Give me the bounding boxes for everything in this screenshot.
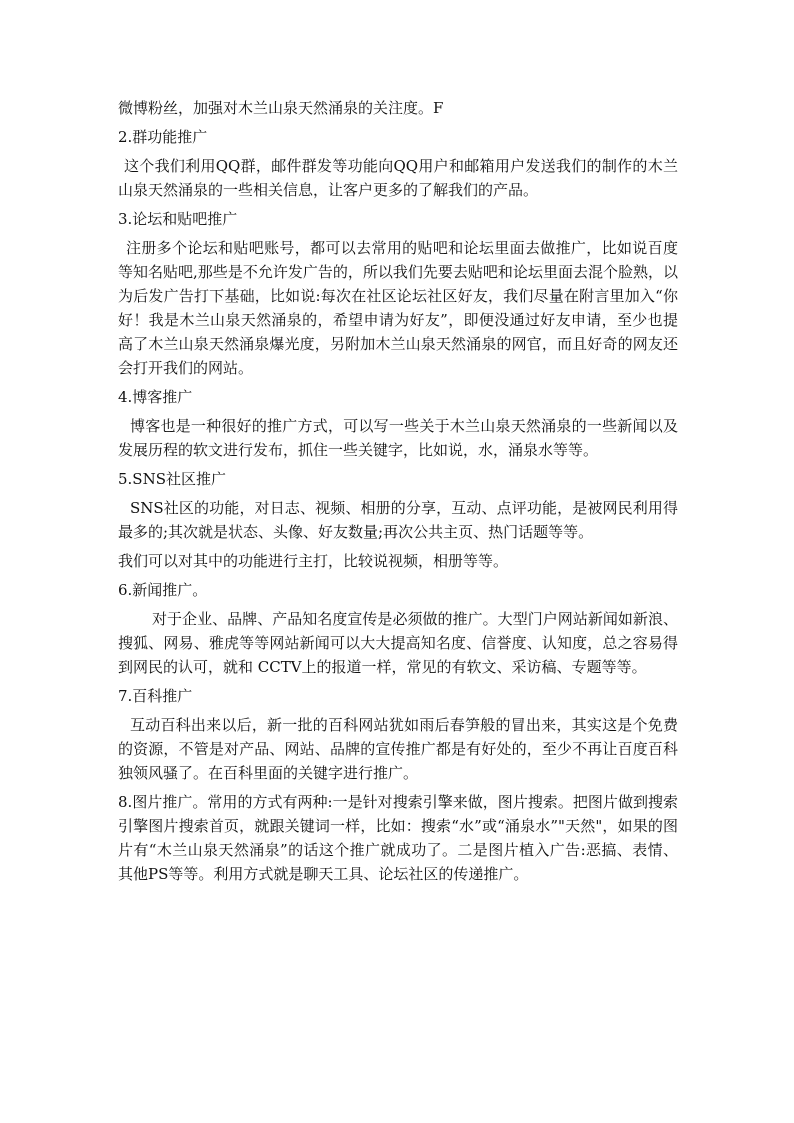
document-page xyxy=(118,96,678,886)
heading-blog-promotion: 4.博客推广 xyxy=(118,388,193,406)
heading-news-promotion: 6.新闻推广。 xyxy=(118,581,208,599)
paragraph-group-promotion: 这个我们利用QQ群，邮件群发等功能向QQ用户和邮箱用户发送我们的制作的木兰山泉天然涌泉的一些相关信息，让客户更多的了解我们的产品。 xyxy=(118,157,678,199)
heading-group-promotion: 2.群功能推广 xyxy=(118,128,208,146)
paragraph-blog-promotion: 博客也是一种很好的推广方式，可以写一些关于木兰山泉天然涌泉的一些新闻以及发展历程的软文进行发布，抓住一些关键字，比如说，水，涌泉水等等。 xyxy=(118,417,678,459)
paragraph-sns-promotion: SNS社区的功能，对日志、视频、相册的分享，互动、点评功能，是被网民利用得最多的;其次就是状态、头像、好友数量;再次公共主页、热门话题等等。 xyxy=(118,499,678,541)
paragraph-encyclopedia-promotion: 互动百科出来以后，新一批的百科网站犹如雨后春笋般的冒出来，其实这是个免费的资源，不管是对产品、网站、品牌的宣传推广都是有好处的，至少不再让百度百科独领风骚了。在百科里面的关键字进行推广。 xyxy=(118,716,678,782)
paragraph-news-promotion: 对于企业、品牌、产品知名度宣传是必须做的推广。大型门户网站新闻如新浪、搜狐、网易、雅虎等等网站新闻可以大大提高知名度、信誉度、认知度，总之容易得到网民的认可，就和 CCTV上的报道一样，常见的有软文、采访稿、专题等等。 xyxy=(118,610,678,676)
heading-encyclopedia-promotion: 7.百科推广 xyxy=(118,687,193,705)
heading-sns-promotion: 5.SNS社区推广 xyxy=(118,470,226,488)
paragraph-forum-promotion: 注册多个论坛和贴吧账号，都可以去常用的贴吧和论坛里面去做推广，比如说百度等知名贴吧,那些是不允许发广告的，所以我们先要去贴吧和论坛里面去混个脸熟，以为后发广告打下基础，比如说:每次在社区论坛社区好友，我们尽量在附言里加入“你好！我是木兰山泉天然涌泉的，希望申请为好友”，即便没通过好友申请，至少也提高了木兰山泉天然涌泉爆光度，另附加木兰山泉天然涌泉的网官，而且好奇的网友还会打开我们的网站。 xyxy=(118,239,678,377)
paragraph-image-promotion: 8.图片推广。常用的方式有两种:一是针对搜索引擎来做，图片搜索。把图片做到搜索引擎图片搜索首页，就跟关键词一样，比如：搜索“水”或“涌泉水”"天然"，如果的图片有“木兰山泉天然涌泉”的话这个推广就成功了。二是图片植入广告:恶搞、表情、其他PS等等。利用方式就是聊天工具、论坛社区的传递推广。 xyxy=(118,793,678,883)
paragraph-sns-focus: 我们可以对其中的功能进行主打，比较说视频，相册等等。 xyxy=(118,552,509,570)
heading-forum-promotion: 3.论坛和贴吧推广 xyxy=(118,210,238,228)
paragraph-weibo-fans: 微博粉丝，加强对木兰山泉天然涌泉的关注度。F xyxy=(118,99,444,117)
